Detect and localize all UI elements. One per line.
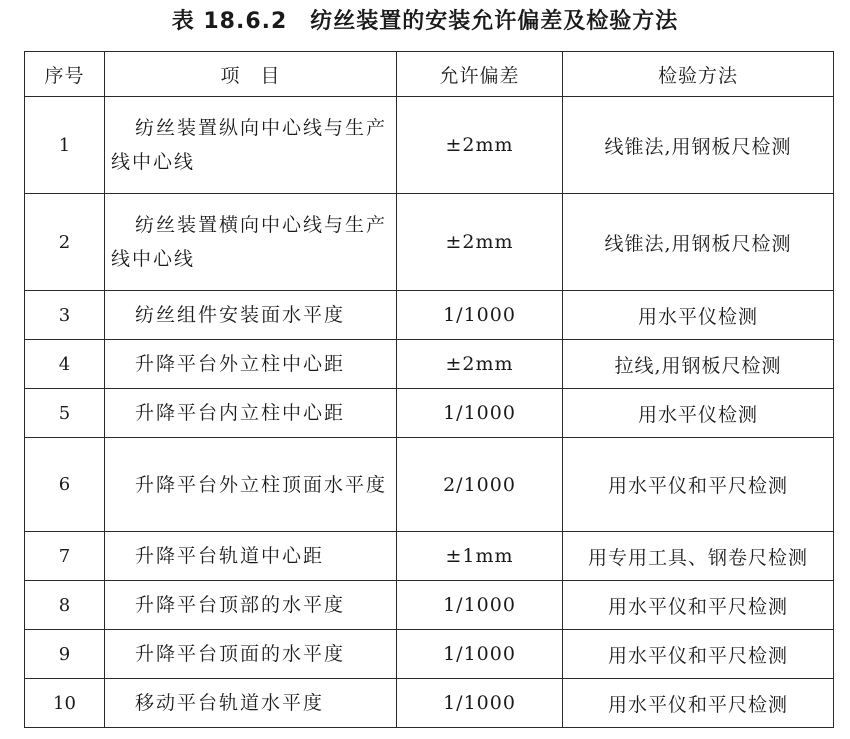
row-seq: 7: [25, 532, 105, 581]
row-tolerance: 1/1000: [397, 679, 563, 728]
row-seq: 10: [25, 679, 105, 728]
header-item: 项 目: [105, 52, 397, 97]
row-method: 用水平仪和平尺检测: [563, 581, 834, 630]
row-method: 用水平仪检测: [563, 389, 834, 438]
row-tolerance: 1/1000: [397, 389, 563, 438]
table-row: [25, 291, 834, 340]
row-method: 用水平仪和平尺检测: [563, 679, 834, 728]
row-tolerance: ±2mm: [397, 340, 563, 389]
row-method: 拉线,用钢板尺检测: [563, 340, 834, 389]
table-row: [25, 438, 834, 532]
row-tolerance: ±2mm: [397, 97, 563, 194]
table-row: [25, 389, 834, 438]
row-item-text: 纺丝装置横向中心线与生产线中心线: [111, 214, 388, 270]
row-method: 线锥法,用钢板尺检测: [563, 194, 834, 291]
row-item: [105, 438, 397, 532]
row-item: 升降平台轨道中心距: [105, 532, 397, 581]
row-tolerance: 1/1000: [397, 581, 563, 630]
row-item-text: 纺丝装置纵向中心线与生产线中心线: [111, 117, 388, 173]
row-seq: 4: [25, 340, 105, 389]
row-seq: 6: [25, 438, 105, 532]
row-tolerance: ±2mm: [397, 194, 563, 291]
row-seq: 2: [25, 194, 105, 291]
header-method: 检验方法: [563, 52, 834, 97]
table-row: [25, 630, 834, 679]
row-seq: 1: [25, 97, 105, 194]
row-item: [105, 97, 397, 194]
table-row: [25, 194, 834, 291]
header-tolerance: 允许偏差: [397, 52, 563, 97]
row-item: 移动平台轨道水平度: [105, 679, 397, 728]
row-method: 用专用工具、钢卷尺检测: [563, 532, 834, 581]
table-row: [25, 581, 834, 630]
tolerance-table: [24, 51, 834, 728]
table-title: 表 18.6.2 纺丝装置的安装允许偏差及检验方法: [171, 9, 679, 34]
row-method: 用水平仪检测: [563, 291, 834, 340]
row-tolerance: 2/1000: [397, 438, 563, 532]
row-item: [105, 194, 397, 291]
row-seq: 8: [25, 581, 105, 630]
row-item: 升降平台顶部的水平度: [105, 581, 397, 630]
table-row: [25, 679, 834, 728]
row-seq: 3: [25, 291, 105, 340]
header-seq: 序号: [25, 52, 105, 97]
table-row: [25, 532, 834, 581]
row-item: 纺丝组件安装面水平度: [105, 291, 397, 340]
row-item: 升降平台顶面的水平度: [105, 630, 397, 679]
table-row: [25, 97, 834, 194]
row-seq: 9: [25, 630, 105, 679]
table-row: [25, 340, 834, 389]
row-item: 升降平台外立柱中心距: [105, 340, 397, 389]
row-tolerance: 1/1000: [397, 291, 563, 340]
row-method: 用水平仪和平尺检测: [563, 630, 834, 679]
row-item-text: 升降平台外立柱顶面水平度: [135, 473, 388, 496]
row-method: 用水平仪和平尺检测: [563, 438, 834, 532]
table-header-row: [25, 52, 834, 97]
row-tolerance: 1/1000: [397, 630, 563, 679]
row-method: 线锥法,用钢板尺检测: [563, 97, 834, 194]
row-seq: 5: [25, 389, 105, 438]
row-tolerance: ±1mm: [397, 532, 563, 581]
row-item: 升降平台内立柱中心距: [105, 389, 397, 438]
